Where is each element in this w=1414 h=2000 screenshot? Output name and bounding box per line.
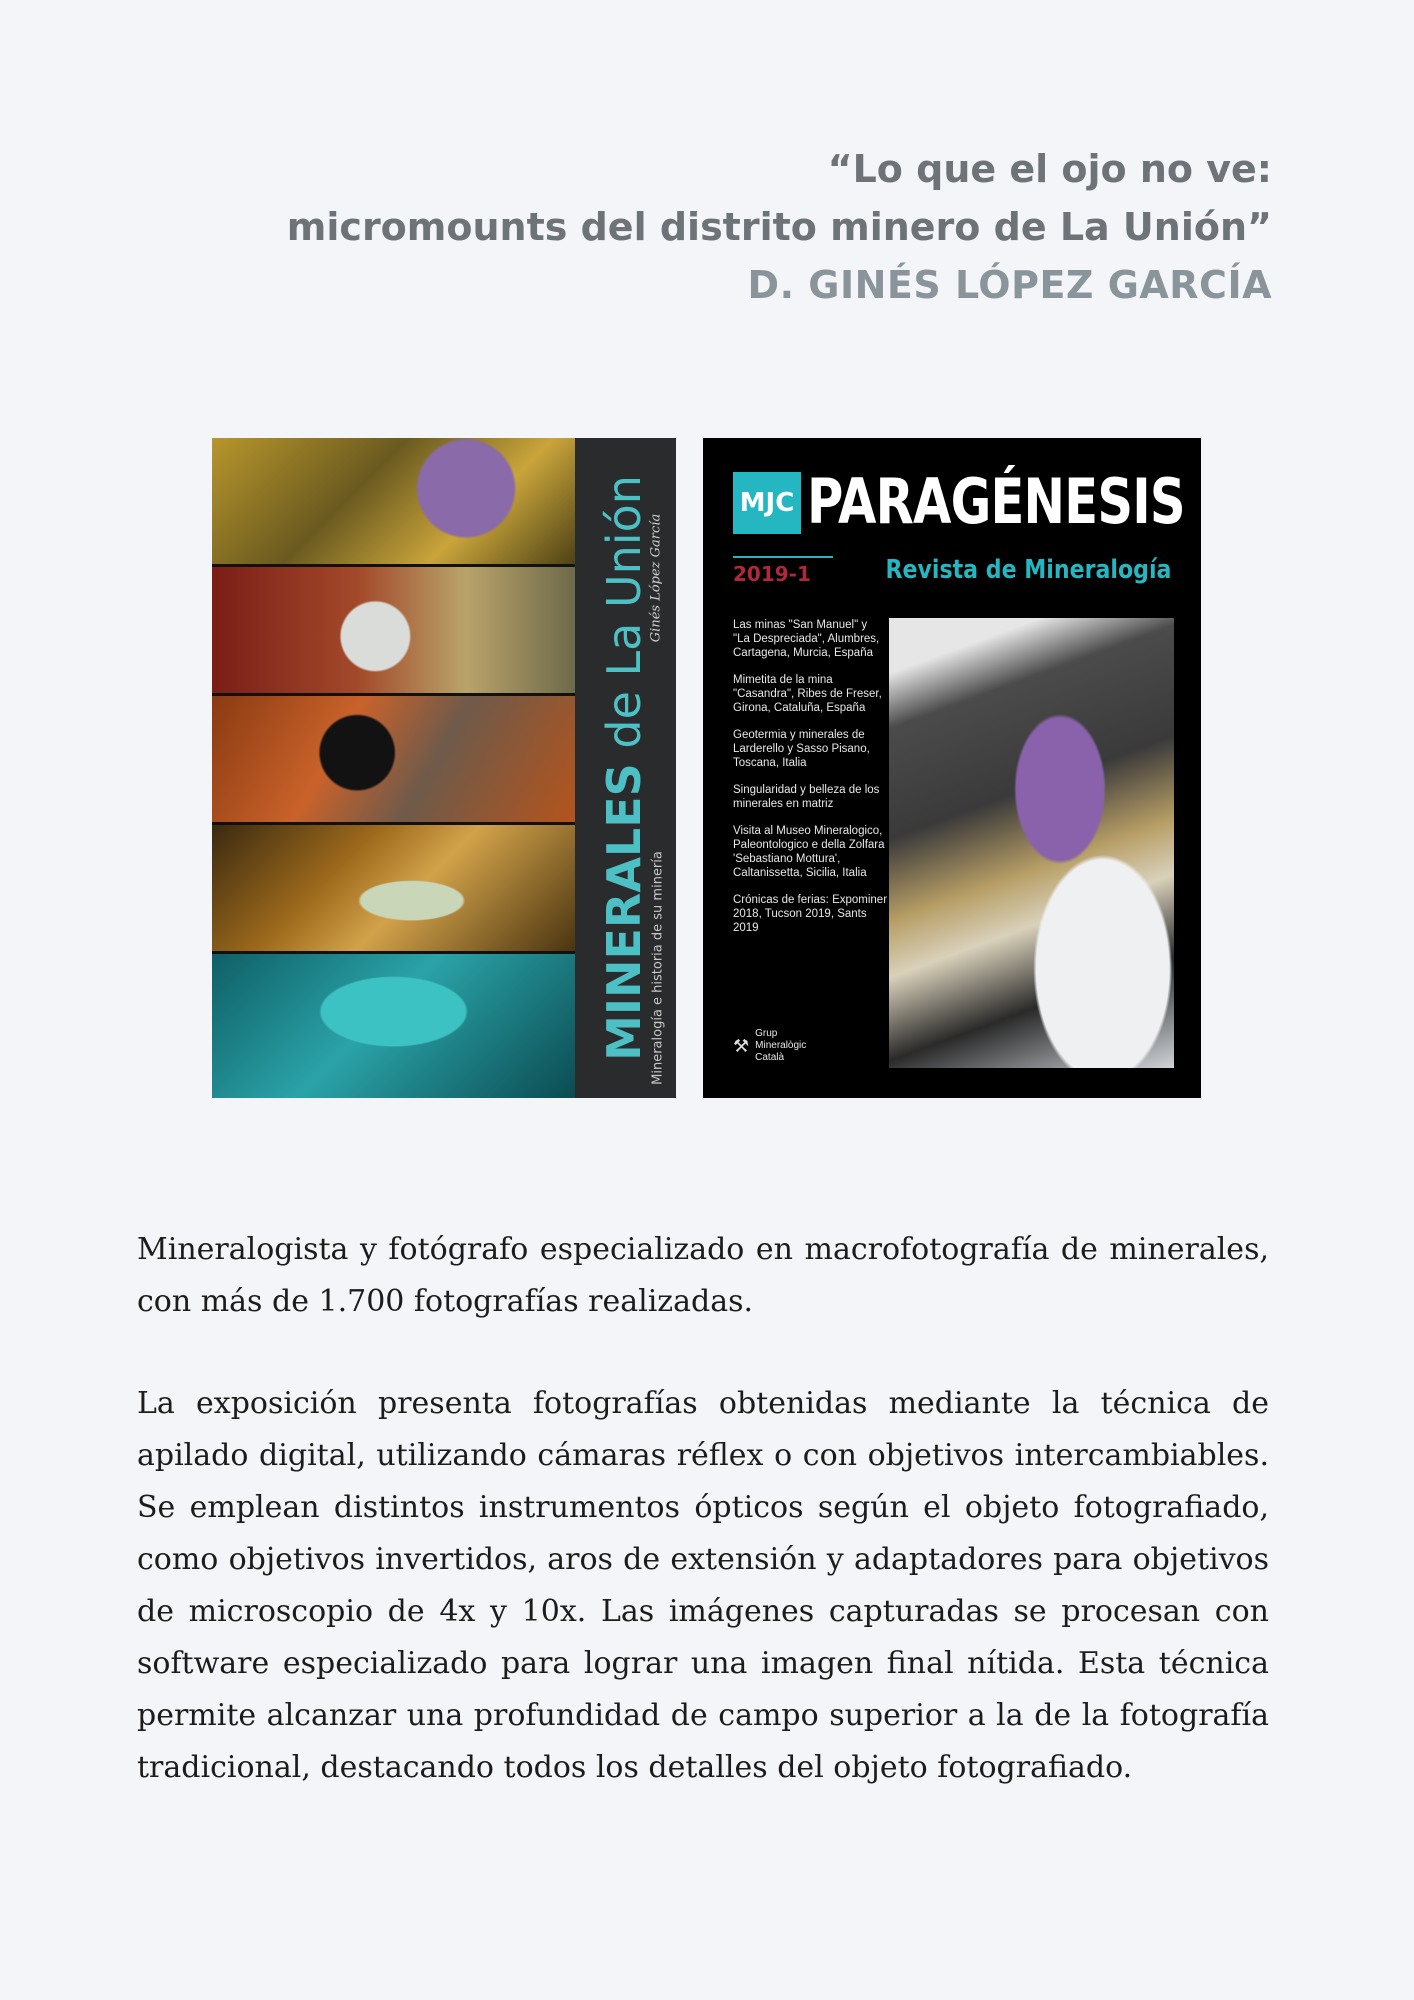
mjc-logo: MJC xyxy=(733,472,801,534)
magazine-subtitle: Revista de Mineralogía xyxy=(885,555,1171,585)
magazine-cover-image xyxy=(703,438,1201,1098)
toc-item: Las minas "San Manuel" y "La Despreciada", Alumbres, Cartagena, Murcia, España xyxy=(733,619,880,659)
magazine-issue: 2019-1 xyxy=(733,562,811,586)
book-title: MINERALES de La Unión xyxy=(597,475,651,1061)
mineral-photo-1 xyxy=(212,438,575,567)
mineral-photo-5 xyxy=(212,954,575,1098)
mineral-icon: ⚒ xyxy=(733,1036,750,1056)
publisher-logo xyxy=(733,1028,806,1064)
header xyxy=(172,140,1272,314)
issue-divider xyxy=(733,556,833,558)
book-cover-image xyxy=(212,438,676,1098)
magazine-contents xyxy=(733,618,893,948)
book-subtitle: Mineralogía e historia de su minería xyxy=(650,851,666,1085)
mineral-photo-2 xyxy=(212,567,575,696)
title-line-2: micromounts del distrito minero de La Unión” xyxy=(286,205,1272,249)
toc-item: Visita al Museo Mineralogico, Paleontologico e della Zolfara 'Sebastiano Mottura', Caltanissetta, Sicilia, Italia xyxy=(733,825,885,879)
magazine-title: PARAGÉNESIS xyxy=(807,465,1185,538)
paragraph-2: La exposición presenta fotografías obtenidas mediante la técnica de apilado digital, utilizando cámaras réflex o con objetivos intercambiables. Se emplean distintos instrumentos ópticos según el objeto fotografiado, como objetivos invertidos, aros de extensión y adaptadores para objetivos de microscopio de 4x y 10x. Las imágenes capturadas se procesan con software especializado para lograr una imagen final nítida. Esta técnica permite alcanzar una profundidad de campo superior a la de la fotografía tradicional, destacando todos los detalles del objeto fotografiado. xyxy=(137,1386,1269,1785)
fluorite-photo xyxy=(889,618,1174,1068)
title-line-1: “Lo que el ojo no ve: xyxy=(827,147,1272,191)
body-text xyxy=(137,1224,1269,1844)
mineral-photo-3 xyxy=(212,696,575,825)
author-name: D. GINÉS LÓPEZ GARCÍA xyxy=(747,263,1272,307)
toc-item: Mimetita de la mina "Casandra", Ribes de Freser, Girona, Cataluña, España xyxy=(733,674,882,714)
toc-item: Singularidad y belleza de los minerales en matriz xyxy=(733,784,880,810)
paragraph-1: Mineralogista y fotógrafo especializado en macrofotografía de minerales, con más de 1.700 fotografías realizadas. xyxy=(137,1232,1269,1319)
mineral-photo-4 xyxy=(212,825,575,954)
toc-item: Crónicas de ferias: Expominer 2018, Tucson 2019, Sants 2019 xyxy=(733,894,888,934)
publisher-name: Grup Mineralògic Català xyxy=(755,1028,807,1063)
book-author: Ginés López García xyxy=(648,513,664,643)
toc-item: Geotermia y minerales de Larderello y Sasso Pisano, Toscana, Italia xyxy=(733,729,870,769)
